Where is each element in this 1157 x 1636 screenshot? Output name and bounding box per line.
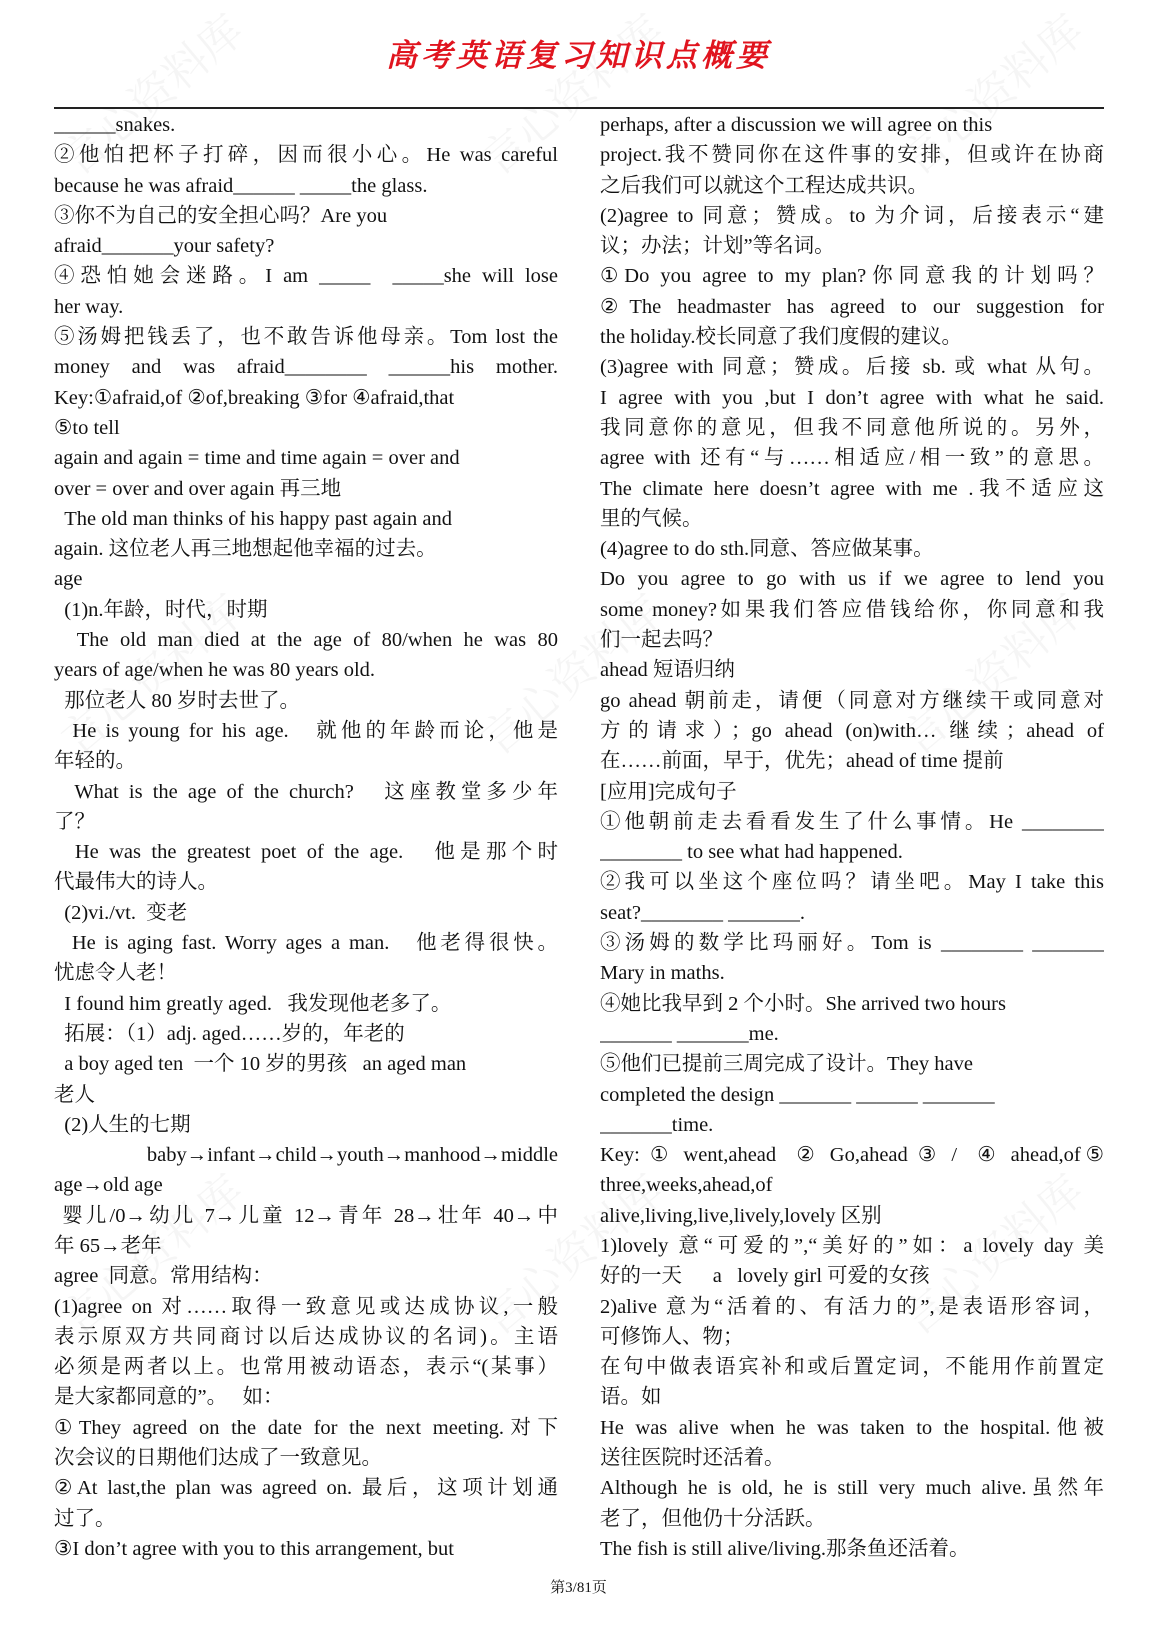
text-line: age→old age (54, 1174, 163, 1197)
text-line: (1)agree on 对……取得一致意见或达成协议,一般 (54, 1295, 558, 1318)
text-line: again. 这位老人再三地想起他幸福的过去。 (54, 538, 437, 561)
text-line: 议；办法；计划”等名词。 (600, 235, 835, 258)
text-line: 是大家都同意的”。 如： (54, 1386, 284, 1409)
text-line: 了？ (54, 810, 95, 833)
text-line: The climate here doesn’t agree with me .我不适应这 (600, 477, 1104, 500)
text-line: ④恐怕她会迷路。I am _____ _____she will lose (54, 265, 558, 288)
text-line: 1)lovely 意“可爱的”,“美好的”如：a lovely day 美 (600, 1234, 1104, 1257)
text-line: I found him greatly aged. 我发现他老多了。 (54, 992, 452, 1015)
text-line: The old man thinks of his happy past again and (54, 507, 452, 530)
text-line: 方的请求）；go ahead (on)with… 继续；ahead of (600, 719, 1104, 742)
text-line: ②他怕把杯子打碎，因而很小心。He was careful (54, 144, 558, 167)
text-line: 我同意你的意见，但我不同意他所说的。另外， (600, 416, 1104, 439)
text-line: 好的一天 a lovely girl 可爱的女孩 (600, 1265, 930, 1288)
text-line: alive,living,live,lively,lovely 区别 (600, 1204, 882, 1227)
text-line: 语。如 (600, 1386, 662, 1409)
text-line: (4)agree to do sth.同意、答应做某事。 (600, 538, 934, 561)
text-line: 在句中做表语宾补和或后置定词，不能用作前置定 (600, 1356, 1104, 1379)
text-line: the holiday.校长同意了我们度假的建议。 (600, 326, 962, 349)
text-line: (2)agree to 同意；赞成。to 为介词，后接表示“建 (600, 204, 1104, 227)
text-line: 里的气候。 (600, 507, 703, 530)
text-line: 2)alive 意为“活着的、有活力的”,是表语形容词， (600, 1295, 1104, 1318)
text-line: 必须是两者以上。也常用被动语态，表示“(某事） (54, 1356, 558, 1379)
text-line: agree 同意。常用结构： (54, 1265, 273, 1288)
text-line: [应用]完成句子 (600, 780, 737, 803)
text-line: 婴儿/0→幼儿 7→儿童 12→青年 28→壮年 40→中 (54, 1204, 558, 1227)
text-line: her way. (54, 295, 124, 318)
text-line: 年 65→老年 (54, 1234, 162, 1257)
text-line: money and was afraid________ ______his mother. (54, 356, 558, 379)
text-line: 们一起去吗？ (600, 629, 723, 652)
text-line: 忧虑令人老！ (54, 962, 177, 985)
text-line: ②我可以坐这个座位吗？请坐吧。May I take this (600, 871, 1104, 894)
text-line: 老了，但他仍十分活跃。 (600, 1507, 826, 1530)
text-line: _______time. (600, 1113, 714, 1136)
text-line: perhaps, after a discussion we will agree on this (600, 114, 993, 136)
right-text-column (600, 110, 1104, 1564)
text-line: seat?________ _______. (600, 901, 805, 924)
text-line: What is the age of the church? 这座教堂多少年 (54, 780, 558, 803)
text-line: some money?如果我们答应借钱给你，你同意和我 (600, 598, 1104, 621)
text-line: ⑤他们已提前三周完成了设计。They have (600, 1053, 973, 1076)
text-line: project.我不赞同你在这件事的安排，但或许在协商 (600, 144, 1104, 167)
text-line: 可修饰人、物； (600, 1325, 744, 1348)
text-line: over = over and over again 再三地 (54, 477, 342, 500)
text-line: Mary in maths. (600, 962, 725, 985)
text-line: Although he is old, he is still very much alive.虽然年 (600, 1477, 1104, 1500)
text-line: three,weeks,ahead,of (600, 1174, 773, 1197)
text-line: 代最伟大的诗人。 (54, 871, 218, 894)
page-header-title: 高考英语复习知识点概要 (386, 38, 771, 74)
text-line: ③汤姆的数学比玛丽好。Tom is ________ _______ (600, 932, 1104, 955)
text-line: ③你不为自己的安全担心吗？Are you (54, 204, 388, 227)
text-line: Key: ① went,ahead ② Go,ahead ③ / ④ ahead,of⑤ (600, 1144, 1104, 1167)
text-line: ahead 短语归纳 (600, 659, 735, 682)
text-line: 老人 (54, 1083, 95, 1106)
text-line: ④她比我早到 2 个小时。She arrived two hours (600, 992, 1006, 1015)
text-line: ①Do you agree to my plan?你同意我的计划吗？ (600, 265, 1104, 288)
text-line: ②The headmaster has agreed to our suggestion for (600, 295, 1104, 318)
text-line: The old man died at the age of 80/when he was 80 (54, 629, 558, 652)
left-text-column (54, 110, 558, 1564)
text-line: ⑤to tell (54, 416, 120, 439)
text-line: afraid_______your safety? (54, 235, 275, 258)
text-line: again and again = time and time again = over and (54, 447, 460, 470)
text-line: 次会议的日期他们达成了一致意见。 (54, 1447, 382, 1470)
text-line: He is aging fast. Worry ages a man. 他老得很快。 (54, 932, 558, 955)
text-line: ________ to see what had happened. (600, 841, 903, 864)
text-line: go ahead 朝前走，请便（同意对方继续干或同意对 (600, 689, 1104, 712)
text-line: ______snakes. (54, 114, 176, 136)
text-line: years of age/when he was 80 years old. (54, 659, 376, 682)
text-line: (2)人生的七期 (54, 1113, 191, 1136)
text-line: 那位老人 80 岁时去世了。 (54, 689, 300, 712)
text-line: ③I don’t agree with you to this arrangement, but (54, 1537, 455, 1560)
text-line: 之后我们可以就这个工程达成共识。 (600, 174, 928, 197)
text-line: (1)n.年龄，时代，时期 (54, 598, 268, 621)
text-line: because he was afraid______ _____the glass. (54, 174, 428, 197)
text-line: (2)vi./vt. 变老 (54, 901, 188, 924)
text-line: The fish is still alive/living.那条鱼还活着。 (600, 1537, 970, 1560)
text-line: 表示原双方共同商讨以后达成协议的名词)。主语 (54, 1325, 558, 1348)
text-line: completed the design _______ ______ _______ (600, 1083, 995, 1106)
text-line: ①他朝前走去看看发生了什么事情。He ________ (600, 810, 1104, 833)
text-line: He is young for his age. 就他的年龄而论，他是 (54, 719, 558, 742)
text-line: He was the greatest poet of the age. 他是那个时 (54, 841, 558, 864)
text-line: _______ _______me. (600, 1022, 779, 1045)
text-line: ⑤汤姆把钱丢了，也不敢告诉他母亲。Tom lost the (54, 326, 558, 349)
text-line: (3)agree with 同意；赞成。后接 sb. 或 what 从句。 (600, 356, 1104, 379)
text-line: 拓展：（1）adj. aged……岁的，年老的 (54, 1022, 405, 1045)
text-line: agree with 还有“与……相适应/相一致”的意思。 (600, 447, 1104, 470)
text-line: age (54, 568, 83, 591)
header-divider (54, 107, 1104, 109)
text-line: 年轻的。 (54, 750, 136, 773)
text-line: ①They agreed on the date for the next meeting.对下 (54, 1416, 558, 1439)
text-line: a boy aged ten 一个 10 岁的男孩 an aged man (54, 1053, 467, 1076)
page-number: 第3/81页 (550, 1580, 607, 1596)
text-line: 在……前面，早于，优先；ahead of time 提前 (600, 750, 1004, 773)
text-line: baby→infant→child→youth→manhood→middle (54, 1144, 558, 1167)
text-line: ②At last,the plan was agreed on. 最后，这项计划通 (54, 1477, 558, 1500)
text-line: Do you agree to go with us if we agree to lend you (600, 568, 1104, 591)
text-line: I agree with you ,but I don’t agree with what he said. (600, 386, 1104, 409)
text-line: 过了。 (54, 1507, 116, 1530)
text-line: He was alive when he was taken to the hospital.他被 (600, 1416, 1104, 1439)
text-line: 送往医院时还活着。 (600, 1447, 785, 1470)
text-line: Key:①afraid,of ②of,breaking ③for ④afraid,that (54, 386, 455, 409)
